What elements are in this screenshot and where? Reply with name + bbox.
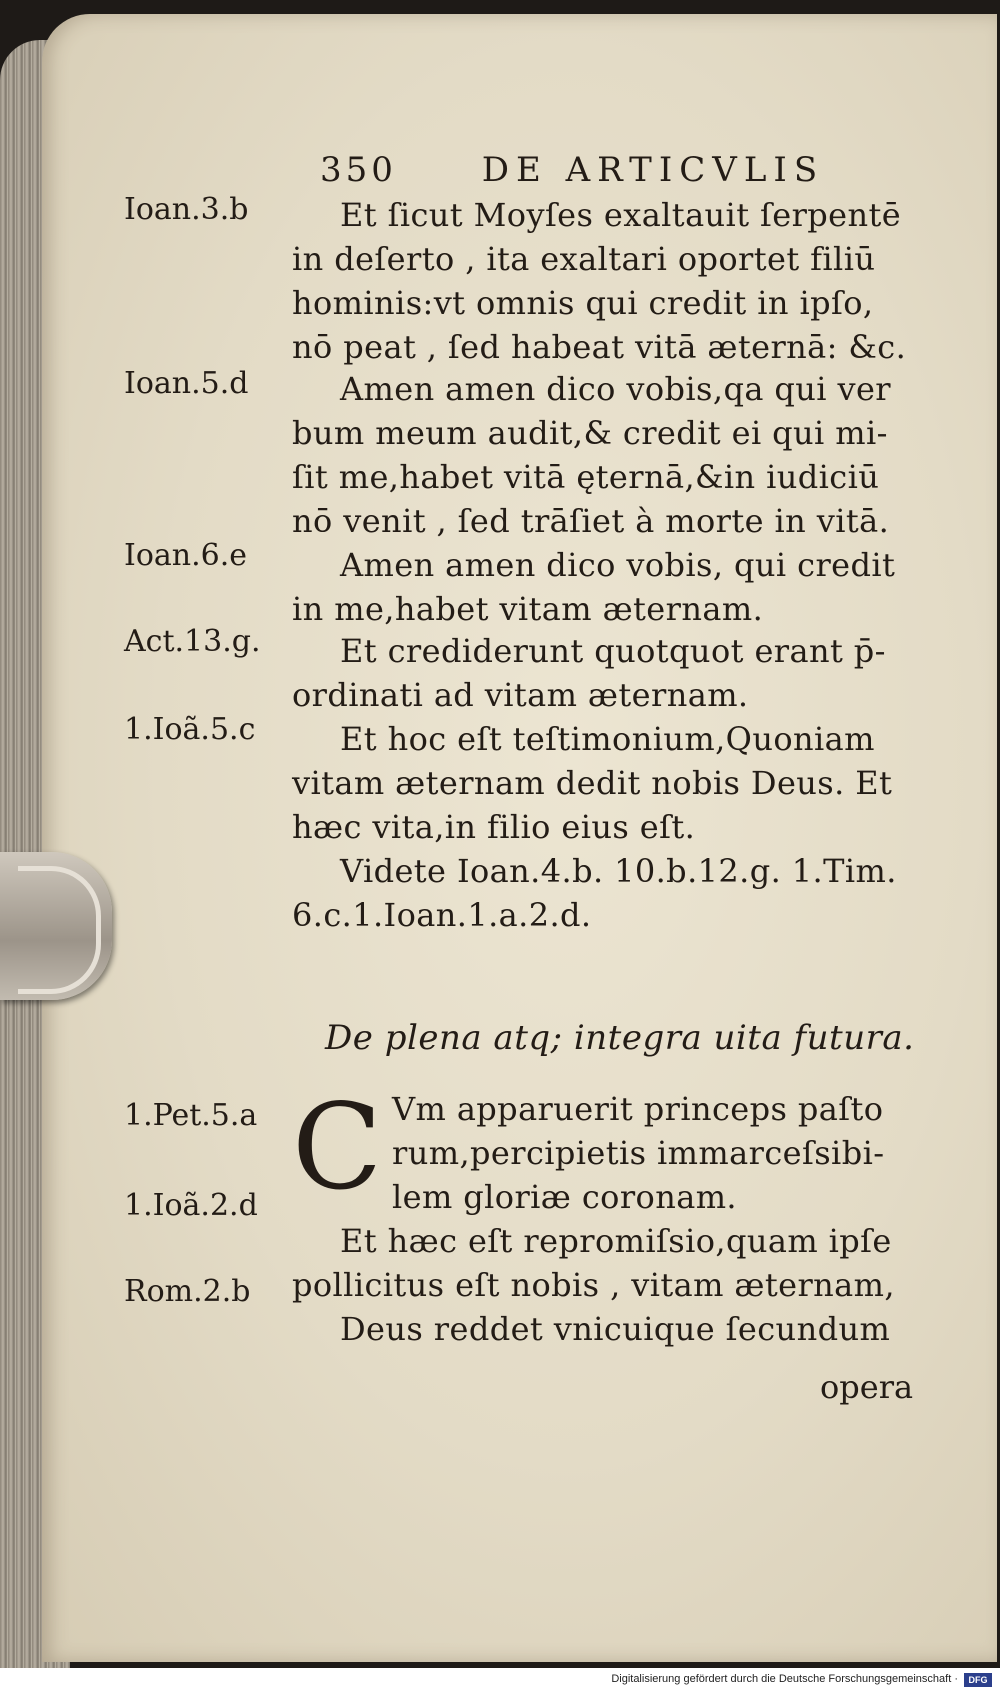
text-line: ordinati ad vitam æternam.: [292, 676, 749, 714]
catchword: opera: [820, 1368, 914, 1406]
text-line: hominis:vt omnis qui credit in ipſo,: [292, 284, 874, 322]
margin-ref: 1.Pet.5.a: [124, 1098, 258, 1133]
text-line: hæc vita,in filio eius eſt.: [292, 808, 696, 846]
text-line: in me,habet vitam æternam.: [292, 590, 764, 628]
page-number: 350: [320, 150, 397, 190]
text-line: rum,percipietis immarceſsibi-: [392, 1134, 885, 1172]
dfg-logo-icon: DFG: [964, 1673, 992, 1687]
margin-ref: Ioan.3.b: [124, 192, 249, 227]
text-line: vitam æternam dedit nobis Deus. Et: [292, 764, 893, 802]
text-line: Et crediderunt quotquot erant p̄-: [340, 632, 886, 670]
text-line: Deus reddet vnicuique ſecundum: [340, 1310, 891, 1348]
text-line: Videte Ioan.4.b. 10.b.12.g. 1.Tim.: [340, 852, 897, 890]
text-line: Amen amen dico vobis, qui credit: [340, 546, 896, 584]
drop-cap: C: [292, 1078, 383, 1216]
text-line: Vm apparuerit princeps paſto: [392, 1090, 884, 1128]
running-title: DE ARTICVLIS: [481, 150, 825, 190]
text-line: Et ſicut Moyſes exaltauit ſerpentē: [340, 196, 902, 234]
section-heading: De plena atq; integra uita futura.: [325, 1018, 915, 1058]
digitization-footer: [0, 1668, 1000, 1693]
text-line: Et hoc eſt teſtimonium,Quoniam: [340, 720, 875, 758]
text-line: nō peat , ſed habeat vitā æternā: &c.: [292, 328, 907, 366]
footer-credit: Digitalisierung gefördert durch die Deutsche Forschungsgemeinschaft ·: [611, 1673, 958, 1685]
text-line: Et hæc eſt repromiſsio,quam ipſe: [340, 1222, 892, 1260]
text-line: 6.c.1.Ioan.1.a.2.d.: [292, 896, 592, 934]
text-line: nō venit , ſed trāſiet à morte in vitā.: [292, 502, 890, 540]
margin-ref: 1.Ioã.5.c: [124, 712, 256, 747]
margin-ref: Act.13.g.: [124, 624, 261, 659]
text-line: lem gloriæ coronam.: [392, 1178, 738, 1216]
text-line: pollicitus eſt nobis , vitam æternam,: [292, 1266, 895, 1304]
margin-ref: 1.Ioã.2.d: [124, 1188, 258, 1223]
text-line: Amen amen dico vobis,qa qui ver: [340, 370, 891, 408]
margin-ref: Ioan.6.e: [124, 538, 248, 573]
margin-ref: Rom.2.b: [124, 1274, 251, 1309]
text-line: ſit me,habet vitā ęternā,&in iudiciū: [292, 458, 880, 496]
text-line: in deſerto , ita exaltari oportet filiū: [292, 240, 876, 278]
margin-ref: Ioan.5.d: [124, 366, 249, 401]
running-head: [320, 150, 824, 190]
text-line: bum meum audit,& credit ei qui mi-: [292, 414, 888, 452]
